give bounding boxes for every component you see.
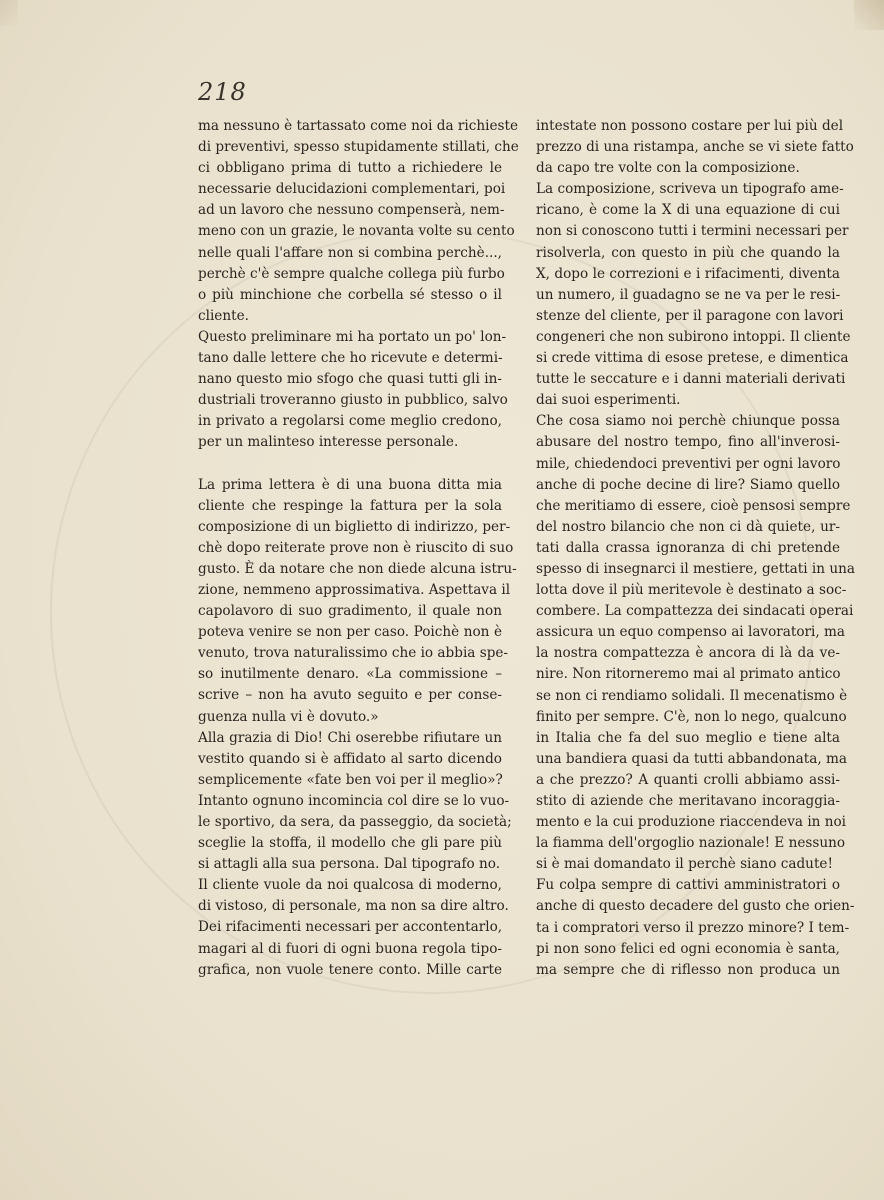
text-line: cliente.: [198, 307, 249, 324]
text-line: X, dopo le correzioni e i rifacimenti, diventa: [536, 265, 840, 282]
text-line: mile, chiedendoci preventivi per ogni lavoro: [536, 455, 841, 472]
text-line: prezzo di una ristampa, anche se vi siete fatto: [536, 139, 854, 156]
text-line: Intanto ognuno incomincia col dire se lo vuo-: [198, 792, 510, 809]
text-line: capolavoro di suo gradimento, il quale non: [198, 603, 502, 620]
text-line: a che prezzo? A quanti crolli abbiamo assi-: [536, 771, 840, 788]
text-line: sceglie la stoffa, il modello che gli pare più: [198, 835, 502, 852]
text-line: nano questo mio sfogo che quasi tutti gli in-: [198, 371, 502, 388]
text-line: del nostro bilancio che non ci dà quiete, ur-: [536, 518, 840, 535]
text-line: ta i compratori verso il prezzo minore? I tem-: [536, 919, 850, 936]
text-line: stito di aziende che meritavano incoraggia-: [536, 793, 840, 809]
text-line: o più minchione che corbella sé stesso o il: [198, 286, 502, 303]
text-line: finito per sempre. C'è, non lo nego, qualcuno: [536, 708, 847, 725]
text-line: composizione di un biglietto di indirizzo, per-: [198, 518, 511, 535]
text-line: gusto. È da notare che non diede alcuna istru-: [198, 560, 517, 577]
text-line: abusare del nostro tempo, fino all'inverosi-: [536, 434, 840, 451]
text-line: Alla grazia di Dio! Chi oserebbe rifiutare un: [198, 729, 502, 746]
text-line: tano dalle lettere che ho ricevute e determi-: [198, 350, 503, 367]
text-line: dai suoi esperimenti.: [536, 392, 681, 409]
text-line: La prima lettera è di una buona ditta mia: [198, 476, 502, 493]
text-line: so inutilmente denaro. «La commissione –: [198, 666, 502, 683]
text-line: chè dopo reiterate prove non è riuscito di suo: [198, 539, 514, 556]
text-line: che meritiamo di essere, cioè pensosi sempre: [536, 497, 851, 514]
text-line: Questo preliminare mi ha portato un po' lon-: [198, 328, 507, 345]
text-line: una bandiera quasi da tutti abbandonata, ma: [536, 750, 847, 767]
text-line: La composizione, scriveva un tipografo ame-: [536, 181, 844, 198]
text-line: scrive – non ha avuto seguito e per conse-: [198, 687, 502, 704]
text-column-right: [536, 116, 855, 981]
text-line: grafica, non vuole tenere conto. Mille carte: [198, 961, 502, 978]
text-line: da capo tre volte con la composizione.: [536, 160, 800, 177]
text-line: congeneri che non subirono intoppi. Il cliente: [536, 328, 851, 345]
text-line: nelle quali l'affare non si combina perchè...,: [198, 244, 502, 261]
text-line: mento e la cui produzione riaccendeva in noi: [536, 814, 847, 831]
text-line: meno con un grazie, le novanta volte su cento: [198, 223, 515, 240]
text-line: ci obbligano prima di tutto a richiedere le: [198, 160, 502, 177]
page-corner-fold: [854, 0, 884, 30]
text-line: ma sempre che di riflesso non produca un: [536, 961, 840, 978]
text-line: cliente che respinge la fattura per la sola: [198, 497, 502, 514]
text-line: la nostra compattezza è ancora di là da ve-: [536, 645, 840, 662]
text-line: si attagli alla sua persona. Dal tipografo no.: [198, 856, 501, 873]
page-number: 218: [198, 78, 247, 106]
text-line: combere. La compattezza dei sindacati operai: [536, 603, 854, 620]
text-line: nire. Non ritorneremo mai al primato antico: [536, 666, 841, 683]
text-line: vestito quando si è affidato al sarto dicendo: [198, 750, 502, 767]
text-line: in privato a regolarsi come meglio credono,: [198, 413, 502, 430]
text-line: di preventivi, spesso stupidamente stillati, che: [198, 139, 519, 156]
text-line: Il cliente vuole da noi qualcosa di moderno,: [198, 877, 502, 894]
text-line: ma nessuno è tartassato come noi da richieste: [198, 118, 518, 134]
text-line: tutte le seccature e i danni materiali derivati: [536, 371, 846, 388]
text-line: semplicemente «fate ben voi per il meglio»?: [198, 771, 503, 788]
text-line: stenze del cliente, per il paragone con lavori: [536, 307, 844, 324]
text-line: intestate non possono costare per lui più del: [536, 118, 844, 134]
text-line: un numero, il guadagno se ne va per le resi-: [536, 286, 841, 303]
text-column-left: [198, 116, 519, 981]
text-line: poteva venire se non per caso. Poichè non è: [198, 624, 502, 641]
text-line: tati dalla crassa ignoranza di chi pretende: [536, 539, 840, 556]
text-line: Dei rifacimenti necessari per accontentarlo,: [198, 919, 503, 936]
text-line: anche di questo decadere del gusto che orien-: [536, 898, 855, 915]
text-line: le sportivo, da sera, da passeggio, da società;: [198, 814, 512, 830]
text-line: guenza nulla vi è dovuto.»: [198, 708, 379, 725]
text-line: magari al di fuori di ogni buona regola tipo-: [198, 940, 502, 957]
text-line: in Italia che fa del suo meglio e tiene alta: [536, 729, 840, 746]
text-line: lotta dove il più meritevole è destinato a soc-: [536, 582, 847, 599]
text-line: dustriali troveranno giusto in pubblico, salvo: [198, 392, 508, 409]
text-line: spesso di insegnarci il mestiere, gettati in una: [536, 560, 855, 577]
text-line: assicura un equo compenso ai lavoratori, ma: [536, 624, 846, 641]
text-line: Fu colpa sempre di cattivi amministratori o: [536, 877, 840, 894]
text-line: si crede vittima di esose pretese, e dimentica: [536, 350, 849, 367]
text-line: la fiamma dell'orgoglio nazionale! E nessuno: [536, 835, 846, 852]
text-line: di vistoso, di personale, ma non sa dire altro.: [198, 898, 509, 915]
text-line: pi non sono felici ed ogni economia è santa,: [536, 940, 840, 957]
text-line: Che cosa siamo noi perchè chiunque possa: [536, 413, 840, 430]
text-line: risolverla, con questo in più che quando la: [536, 244, 840, 261]
page-corner-fold: [0, 0, 18, 26]
text-line: per un malinteso interesse personale.: [198, 434, 459, 451]
text-line: non si conoscono tutti i termini necessari per: [536, 223, 849, 240]
text-line: necessarie delucidazioni complementari, poi: [198, 181, 506, 198]
text-line: anche di poche decine di lire? Siamo quello: [536, 476, 840, 493]
paragraph-gap: [198, 454, 502, 475]
text-line: zione, nemmeno approssimativa. Aspettava il: [198, 581, 511, 598]
text-line: ad un lavoro che nessuno compenserà, nem-: [198, 202, 505, 219]
text-line: ricano, è come la X di una equazione di cui: [536, 202, 840, 219]
text-line: se non ci rendiamo solidali. Il mecenatismo è: [536, 687, 848, 704]
text-line: si è mai domandato il perchè siano cadute!: [536, 856, 833, 873]
text-line: perchè c'è sempre qualche collega più furbo: [198, 265, 505, 282]
text-line: venuto, trova naturalissimo che io abbia spe-: [198, 645, 509, 662]
